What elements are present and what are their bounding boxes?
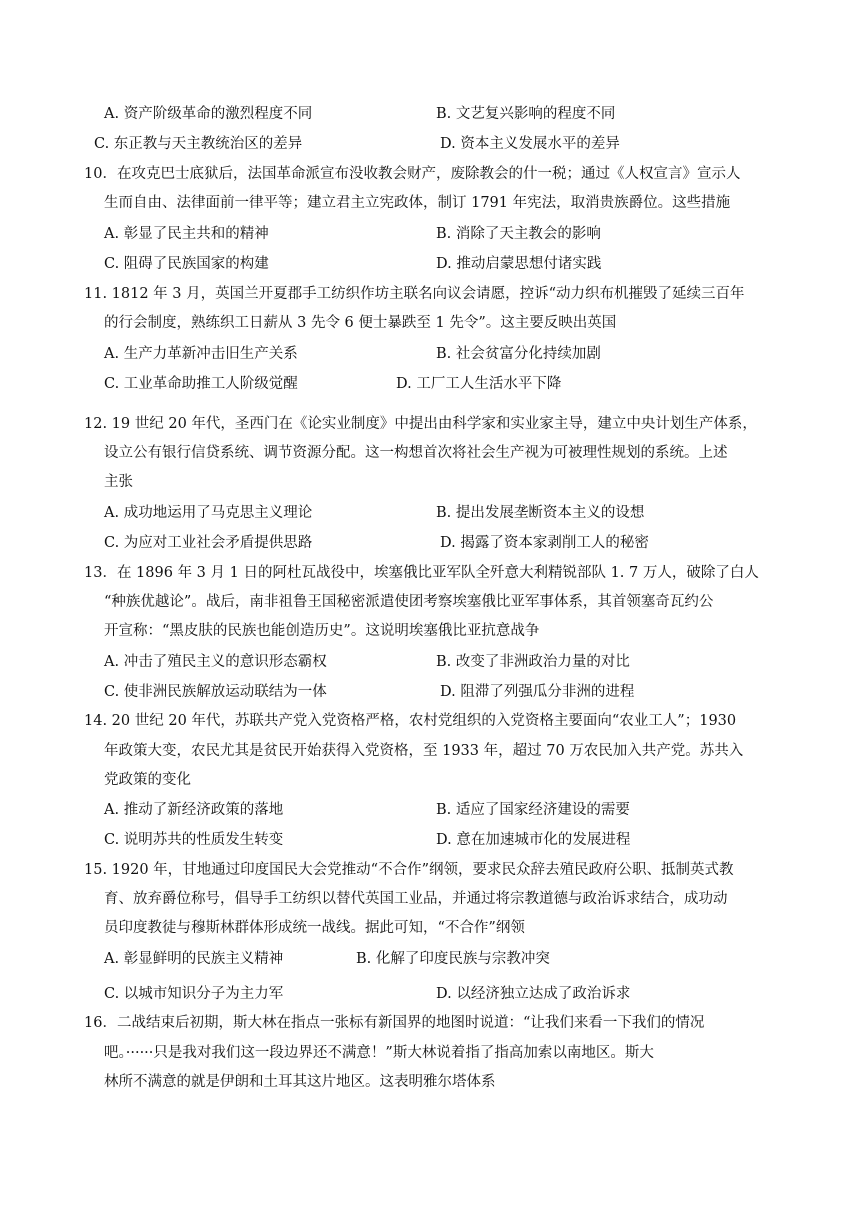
q10-stem-line-1: 10．在攻克巴士底狱后，法国革命派宣布没收教会财产，废除教会的什一税；通过《人权宣言》宣示人 [84, 166, 741, 182]
q15-stem-line-3: 员印度教徒与穆斯林群体形成统一战线。据此可知，“不合作”纲领 [104, 920, 525, 936]
q12-option-c: C. 为应对工业社会矛盾提供思路 [104, 535, 313, 551]
q12-option-b: B. 提出发展垄断资本主义的设想 [436, 505, 645, 521]
q14-option-b: B. 适应了国家经济建设的需要 [436, 802, 630, 818]
q12-option-a: A. 成功地运用了马克思主义理论 [104, 505, 313, 521]
prev-option-d: D. 资本主义发展水平的差异 [440, 136, 620, 152]
q10-option-a: A. 彰显了民主共和的精神 [104, 226, 269, 242]
q12-option-d: D. 揭露了资本家剥削工人的秘密 [440, 535, 649, 551]
q14-option-d: D. 意在加速城市化的发展进程 [436, 832, 631, 848]
q16-stem-line-1: 16．二战结束后初期，斯大林在指点一张标有新国界的地图时说道：“让我们来看一下我们的情况 [84, 1015, 705, 1031]
q13-stem-line-3: 开宣称：“黑皮肤的民族也能创造历史”。这说明埃塞俄比亚抗意战争 [104, 623, 540, 639]
q10-option-d: D. 推动启蒙思想付诸实践 [436, 256, 602, 272]
q14-stem-line-3: 党政策的变化 [104, 772, 191, 788]
q14-stem-line-2: 年政策大变，农民尤其是贫民开始获得入党资格，至 1933 年，超过 70 万农民加入共产党。苏共入 [104, 743, 744, 759]
q12-stem-line-1: 12. 19 世纪 20 年代，圣西门在《论实业制度》中提出由科学家和实业家主导，建立中央计划生产体系， [84, 416, 757, 432]
q14-option-c: C. 说明苏共的性质发生转变 [104, 832, 284, 848]
q12-stem-line-3: 主张 [104, 474, 133, 490]
q13-stem-line-2: “种族优越论”。战后，南非祖鲁王国秘密派遣使团考察埃塞俄比亚军事体系，其首领塞奇瓦约公 [104, 594, 714, 610]
q10-option-b: B. 消除了天主教会的影响 [436, 226, 601, 242]
q15-option-c: C. 以城市知识分子为主力军 [104, 986, 284, 1002]
q13-option-b: B. 改变了非洲政治力量的对比 [436, 654, 630, 670]
prev-option-a: A. 资产阶级革命的激烈程度不同 [104, 106, 313, 122]
q11-option-b: B. 社会贫富分化持续加剧 [436, 346, 601, 362]
prev-option-c: C. 东正教与天主教统治区的差异 [94, 136, 303, 152]
q11-option-c: C. 工业革命助推工人阶级觉醒 [104, 376, 298, 392]
q15-option-a: A. 彰显鲜明的民族主义精神 [104, 951, 284, 967]
q14-option-a: A. 推动了新经济政策的落地 [104, 802, 284, 818]
q16-stem-line-3: 林所不满意的就是伊朗和土耳其这片地区。这表明雅尔塔体系 [104, 1074, 496, 1090]
q11-stem-line-1: 11. 1812 年 3 月，英国兰开夏郡手工纺织作坊主联名向议会请愿，控诉“动力织布机摧毁了延续三百年 [84, 286, 745, 302]
q16-stem-line-2: 吧。······只是我对我们这一段边界还不满意！”斯大林说着指了指高加索以南地区。斯大 [104, 1045, 654, 1061]
q12-stem-line-2: 设立公有银行信贷系统、调节资源分配。这一构想首次将社会生产视为可被理性规划的系统。上述 [104, 445, 728, 461]
q14-stem-line-1: 14. 20 世纪 20 年代，苏联共产党入党资格严格，农村党组织的入党资格主要面向“农业工人”；1930 [84, 713, 737, 729]
q11-option-a: A. 生产力革新冲击旧生产关系 [104, 346, 298, 362]
q11-stem-line-2: 的行会制度，熟练织工日薪从 3 先令 6 便士暴跌至 1 先令”。这主要反映出英国 [104, 315, 617, 331]
q15-stem-line-2: 育、放弃爵位称号，倡导手工纺织以替代英国工业品，并通过将宗教道德与政治诉求结合，成功动 [104, 891, 728, 907]
q13-option-a: A. 冲击了殖民主义的意识形态霸权 [104, 654, 327, 670]
q15-option-b: B. 化解了印度民族与宗教冲突 [356, 951, 550, 967]
q10-stem-line-2: 生而自由、法律面前一律平等；建立君主立宪政体，制订 1791 年宪法，取消贵族爵位。这些措施 [104, 195, 731, 211]
q10-option-c: C. 阻碍了民族国家的构建 [104, 256, 269, 272]
q15-option-d: D. 以经济独立达成了政治诉求 [436, 986, 631, 1002]
q13-option-c: C. 使非洲民族解放运动联结为一体 [104, 684, 327, 700]
q11-option-d: D. 工厂工人生活水平下降 [396, 376, 562, 392]
q13-option-d: D. 阻滞了列强瓜分非洲的进程 [440, 684, 635, 700]
q13-stem-line-1: 13．在 1896 年 3 月 1 日的阿杜瓦战役中，埃塞俄比亚军队全歼意大利精锐部队 1. 7 万人，破除了白人 [84, 565, 759, 581]
prev-option-b: B. 文艺复兴影响的程度不同 [436, 106, 616, 122]
q15-stem-line-1: 15. 1920 年，甘地通过印度国民大会党推动“不合作”纲领，要求民众辞去殖民政府公职、抵制英式教 [84, 862, 734, 878]
